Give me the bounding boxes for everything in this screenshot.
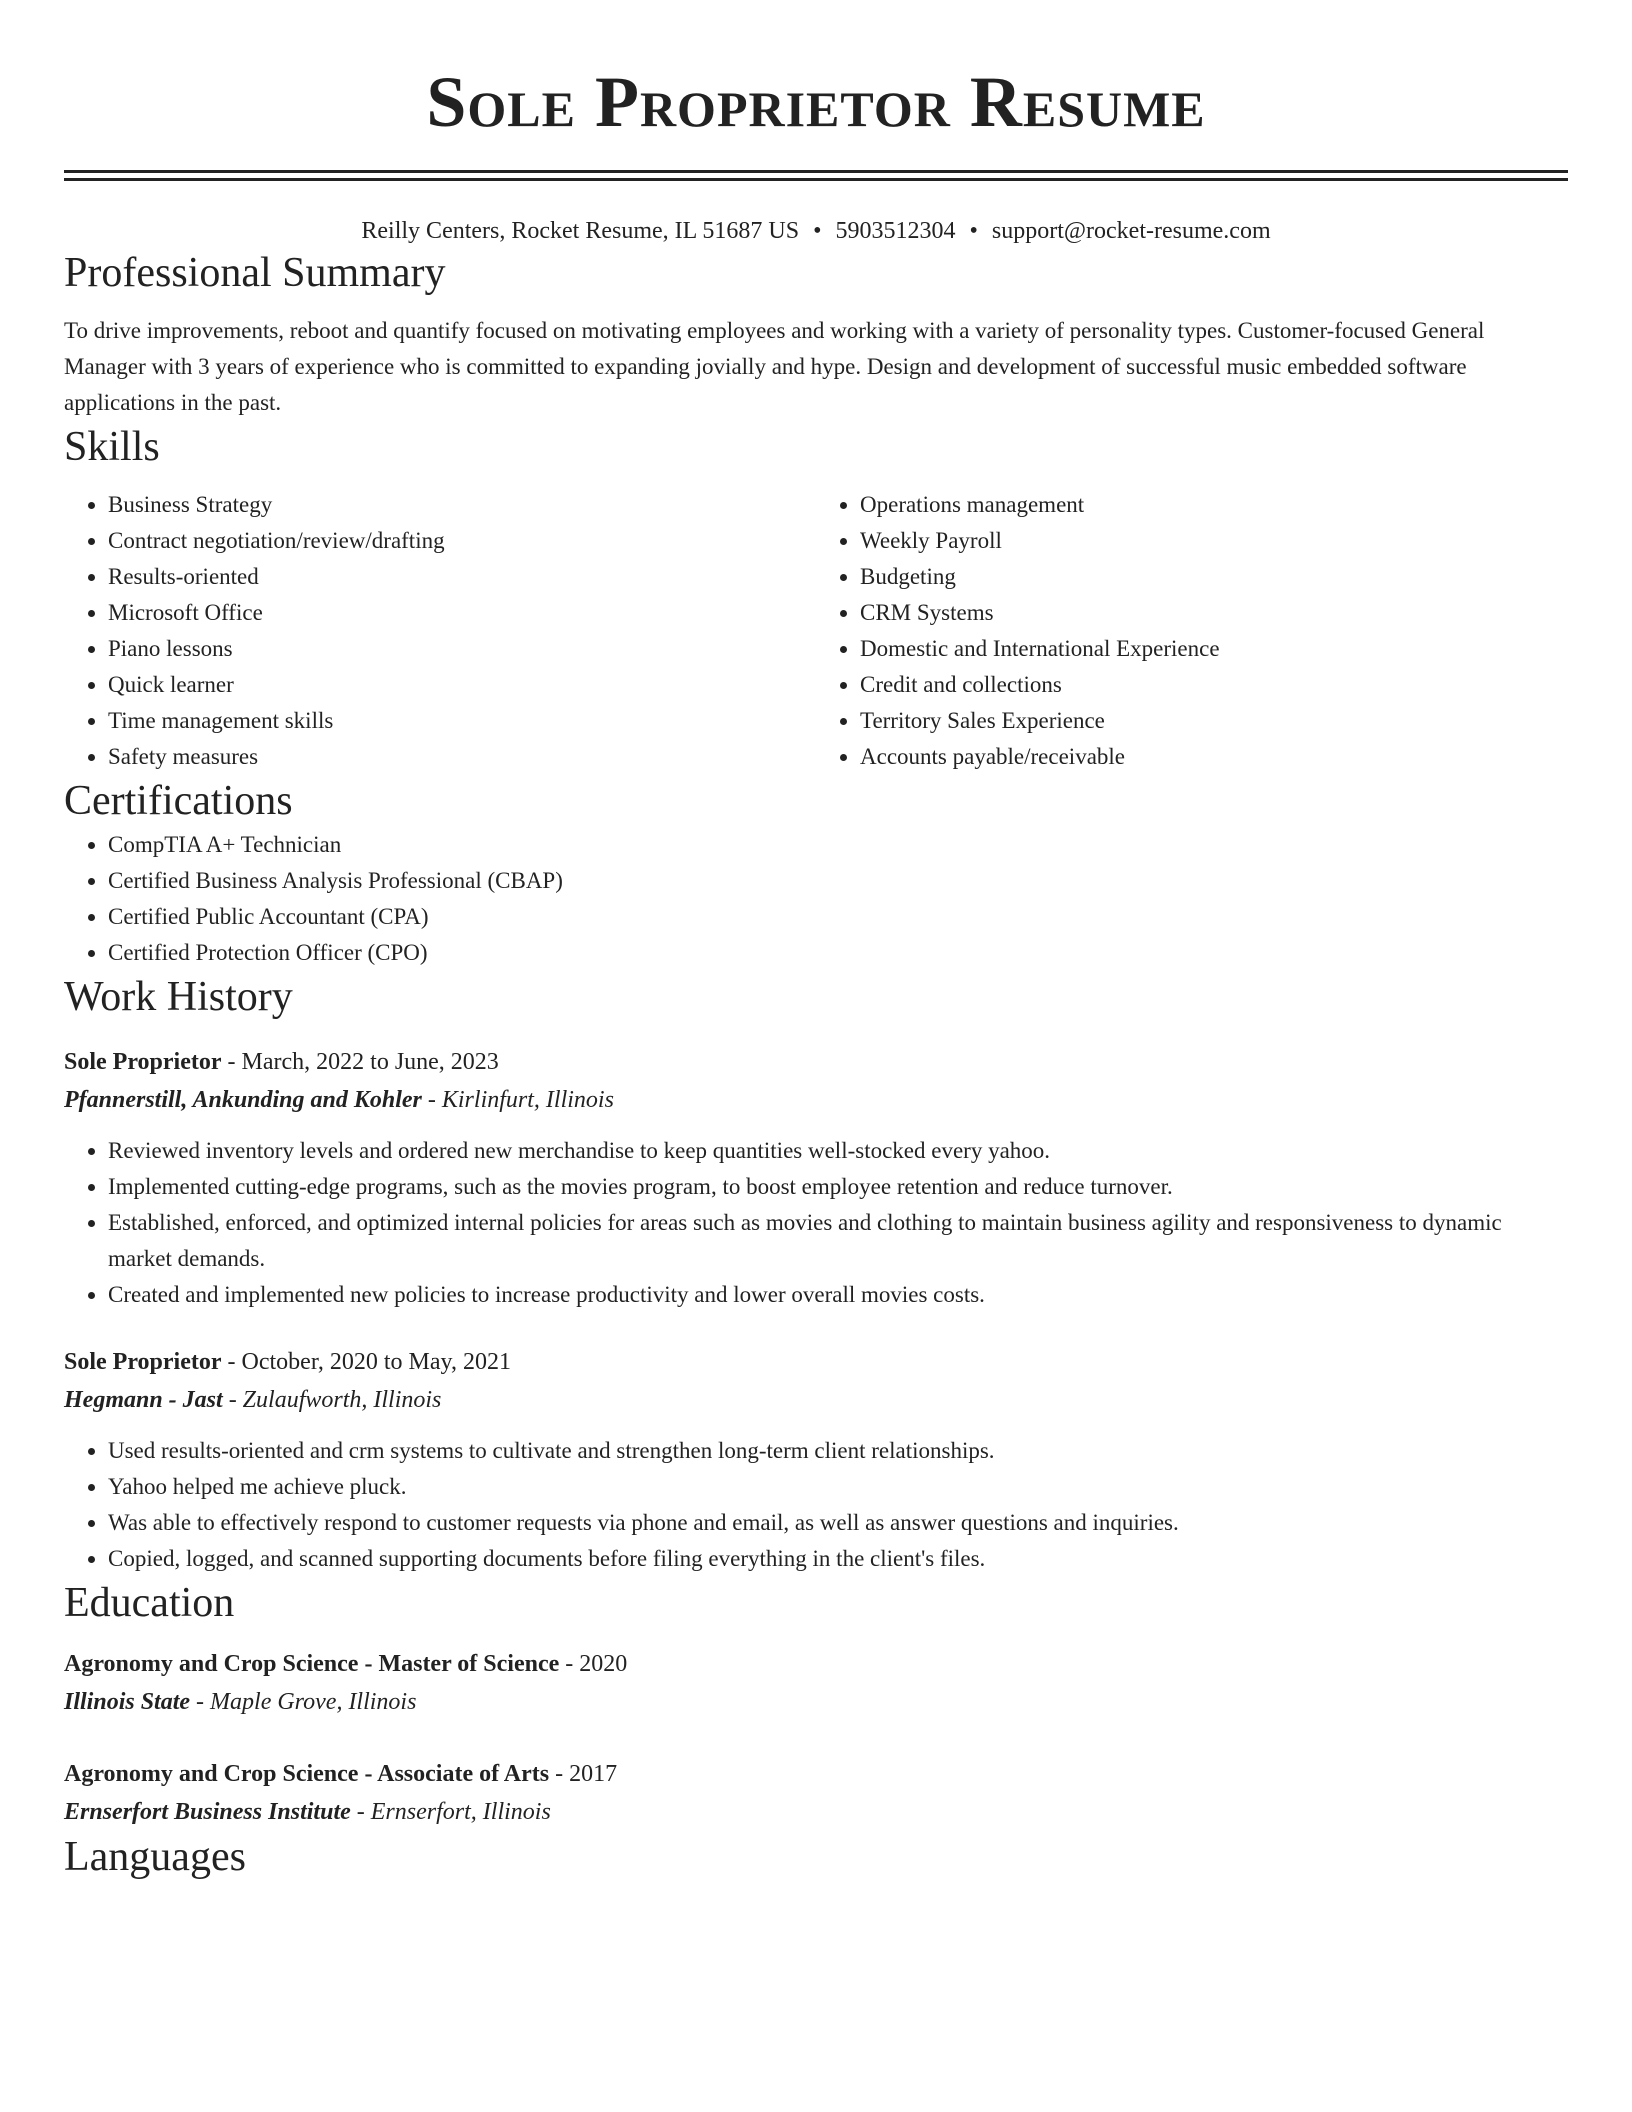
education-location: - Ernserfort, Illinois (350, 1799, 551, 1825)
contact-email: support@rocket-resume.com (991, 218, 1271, 244)
education-location: - Maple Grove, Illinois (190, 1689, 417, 1715)
title-double-rule (64, 170, 1568, 181)
job-title: Sole Proprietor (64, 1049, 222, 1075)
contact-line (64, 215, 1568, 247)
contact-address: Reilly Centers, Rocket Resume, IL 51687 US (361, 218, 800, 244)
job-company: Pfannerstill, Ankunding and Kohler (64, 1087, 422, 1113)
skill-item: • Credit and collections (860, 667, 1568, 703)
skill-item: • Microsoft Office (108, 595, 816, 631)
education-degree: Agronomy and Crop Science - Master of Science (64, 1651, 560, 1677)
skill-item: • Results-oriented (108, 559, 816, 595)
education-entry (64, 1645, 1568, 1721)
education-year: - 2020 (559, 1651, 628, 1677)
skill-item: • Piano lessons (108, 631, 816, 667)
languages-heading: Languages (64, 1834, 246, 1880)
summary-heading: Professional Summary (64, 250, 446, 296)
skill-item: • Weekly Payroll (860, 523, 1568, 559)
certifications-heading: Certifications (64, 778, 293, 824)
summary-text: To drive improvements, reboot and quantify focused on motivating employees and working with a variety of personality types. Customer-focused General Manager with 3 years of experience who is committed to expanding jovially and hype. Design and development of successful music embedded software applications in the past. (64, 318, 1485, 415)
education-degree: Agronomy and Crop Science - Associate of Arts (64, 1761, 550, 1787)
job-entry (64, 1343, 1568, 1577)
skill-item: • Operations management (860, 487, 1568, 523)
job-duty: • Was able to effectively respond to customer requests via phone and email, as well as answer questions and inquiries. (108, 1505, 1568, 1541)
contact-phone: 5903512304 (835, 218, 956, 244)
job-duty: • Used results-oriented and crm systems to cultivate and strengthen long-term client relationships. (108, 1433, 1568, 1469)
job-company-line (64, 1381, 1568, 1419)
job-duty: • Created and implemented new policies to increase productivity and lower overall movies costs. (108, 1277, 1568, 1313)
education-year: - 2017 (549, 1761, 618, 1787)
job-title: Sole Proprietor (64, 1349, 222, 1375)
contact-separator: • (969, 218, 978, 244)
skill-item: • Domestic and International Experience (860, 631, 1568, 667)
education-school: Illinois State (64, 1689, 191, 1715)
work-history-heading: Work History (64, 974, 293, 1020)
job-duty: • Reviewed inventory levels and ordered new merchandise to keep quantities well-stocked every yahoo. (108, 1133, 1568, 1169)
education-degree-line (64, 1755, 1568, 1793)
contact-separator: • (813, 218, 822, 244)
skills-heading: Skills (64, 424, 160, 470)
certification-item: • Certified Business Analysis Professional (CBAP) (108, 863, 1568, 899)
education-degree-line (64, 1645, 1568, 1683)
job-dates: - March, 2022 to June, 2023 (221, 1049, 499, 1075)
job-duty: • Yahoo helped me achieve pluck. (108, 1469, 1568, 1505)
job-location: - Zulaufworth, Illinois (222, 1387, 442, 1413)
certification-item: • CompTIA A+ Technician (108, 827, 1568, 863)
certifications-list (64, 827, 1568, 971)
skill-item: • Business Strategy (108, 487, 816, 523)
job-duty: • Established, enforced, and optimized internal policies for areas such as movies and clothing to maintain business agility and responsiveness to dynamic market demands. (108, 1205, 1568, 1277)
skills-list-right (816, 487, 1568, 775)
skill-item: • Contract negotiation/review/drafting (108, 523, 816, 559)
job-company: Hegmann - Jast (64, 1387, 223, 1413)
skill-item: • CRM Systems (860, 595, 1568, 631)
resume-title: Sole Proprietor Resume (426, 62, 1206, 142)
certification-item: • Certified Protection Officer (CPO) (108, 935, 1568, 971)
education-school-line (64, 1683, 1568, 1721)
job-entry (64, 1043, 1568, 1313)
job-duties-list (64, 1133, 1568, 1313)
skill-item: • Quick learner (108, 667, 816, 703)
skill-item: • Accounts payable/receivable (860, 739, 1568, 775)
job-location: - Kirlinfurt, Illinois (421, 1087, 614, 1113)
education-heading: Education (64, 1580, 235, 1626)
education-school: Ernserfort Business Institute (64, 1799, 351, 1825)
skill-item: • Safety measures (108, 739, 816, 775)
skill-item: • Budgeting (860, 559, 1568, 595)
job-duty: • Copied, logged, and scanned supporting documents before filing everything in the client's files. (108, 1541, 1568, 1577)
certification-item: • Certified Public Accountant (CPA) (108, 899, 1568, 935)
job-dates: - October, 2020 to May, 2021 (221, 1349, 511, 1375)
skill-item: • Territory Sales Experience (860, 703, 1568, 739)
education-school-line (64, 1793, 1568, 1831)
job-title-line (64, 1043, 1568, 1081)
job-title-line (64, 1343, 1568, 1381)
skills-list-left (64, 487, 816, 775)
skills-columns (64, 487, 1568, 775)
job-duty: • Implemented cutting-edge programs, such as the movies program, to boost employee retention and reduce turnover. (108, 1169, 1568, 1205)
education-entry (64, 1755, 1568, 1831)
job-duties-list (64, 1433, 1568, 1577)
skill-item: • Time management skills (108, 703, 816, 739)
job-company-line (64, 1081, 1568, 1119)
